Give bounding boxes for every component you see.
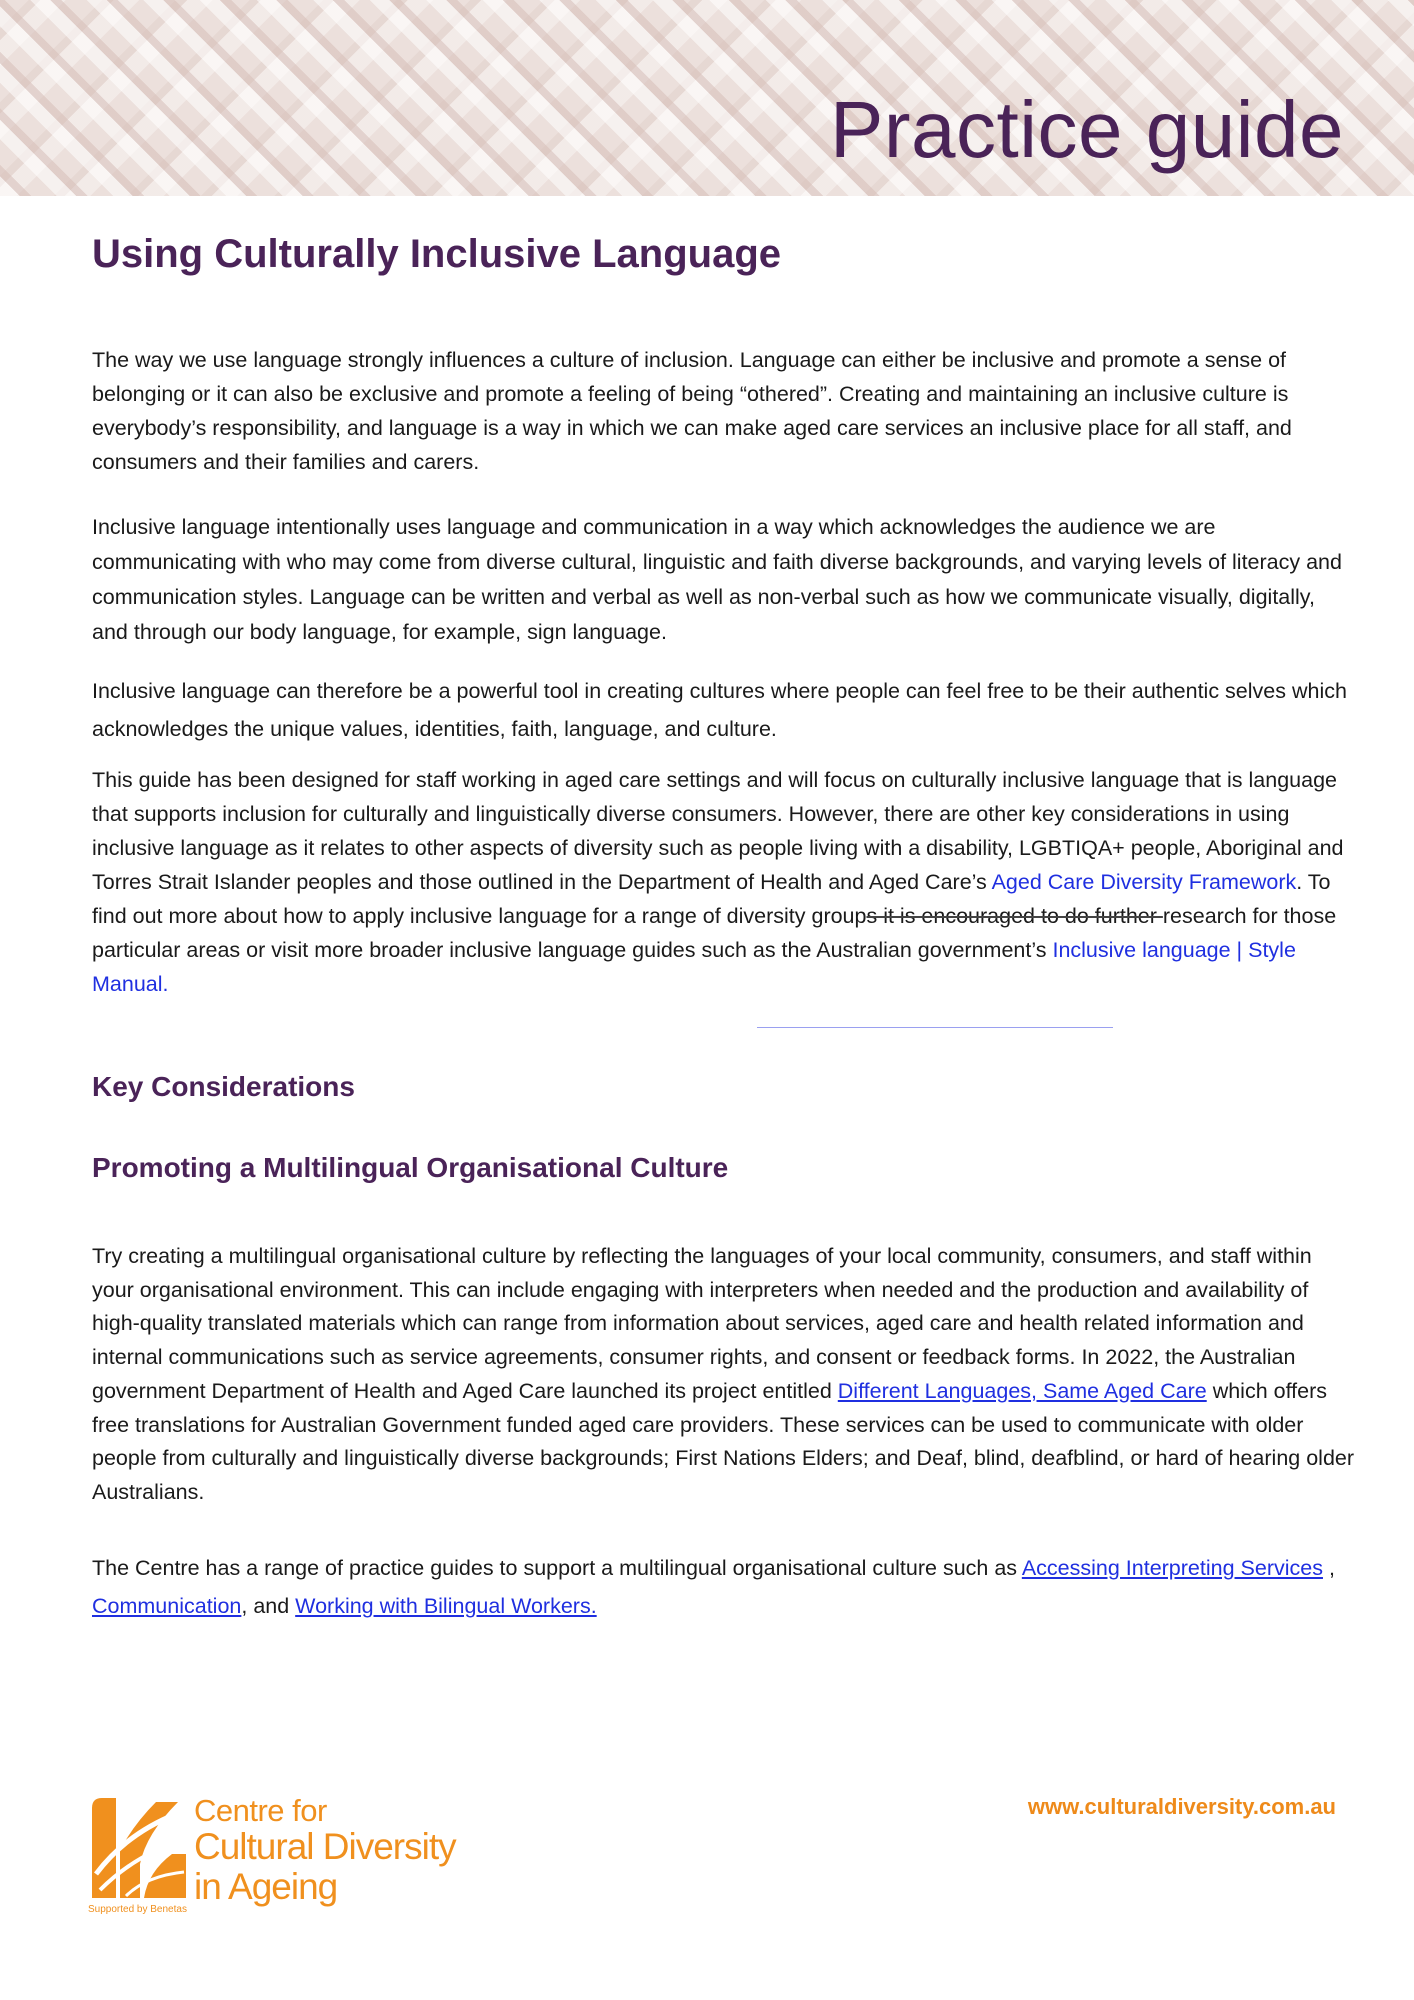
- link-underline-rule: [757, 1027, 1113, 1028]
- multilingual-text-a: Try creating a multilingual organisational culture by reflecting the languages of your local community, consumers, and staff within your organisational environment. This can include engaging with interpreters when needed and the production and availability of high-quality translated materials which can range from information about services, aged care and health related information and internal communications such as service agreements, consumer rights, and consent or feedback forms. In 2022, the Australian government Department of Health and Aged Care launched its project entitled: [92, 1244, 1312, 1403]
- practice-guides-text: The Centre has a range of practice guides to support a multilingual organisational culture such as: [92, 1556, 1022, 1580]
- scope-end-period: .: [162, 972, 169, 996]
- scope-paragraph: [92, 763, 1354, 1001]
- logo-tagline: Supported by Benetas: [88, 1904, 187, 1915]
- separator-2: , and: [241, 1594, 296, 1618]
- aged-care-diversity-framework-link[interactable]: Aged Care Diversity Framework: [991, 870, 1297, 894]
- multilingual-paragraph: [92, 1240, 1354, 1510]
- intro-paragraph: The way we use language strongly influences a culture of inclusion. Language can either be inclusive and promote a sense of belonging or it can also be exclusive and promote a feeling of being “othered”. Creating and maintaining an inclusive culture is everybody’s responsibility, and language is a way in which we can make aged care services an inclusive place for all staff, and consumers and their families and carers.: [92, 348, 1292, 474]
- website-link[interactable]: www.culturaldiversity.com.au: [1027, 1794, 1336, 1819]
- bilingual-workers-link[interactable]: Working with Bilingual Workers.: [295, 1594, 597, 1618]
- header-banner: [0, 0, 1414, 196]
- logo-line-1: Centre for: [194, 1793, 327, 1828]
- separator-1: ,: [1322, 1556, 1335, 1580]
- practice-guides-paragraph: [92, 1549, 1354, 1625]
- logo-line-3: in Ageing: [194, 1866, 338, 1907]
- ccda-logo: [86, 1794, 486, 1924]
- multilingual-text-b: which offers free translations for Australian Government funded aged care providers. These services can be used to communicate with older people from culturally and linguistically diverse backgrounds; First Nations Elders; and Deaf, blind, deafblind, or hard of hearing older Australians.: [92, 1378, 1355, 1504]
- key-considerations-heading: Key Considerations: [92, 1071, 355, 1102]
- logo-wordmark: [194, 1794, 456, 1907]
- scope-text-a: This guide has been designed for staff working in aged care settings and will focus on culturally inclusive language that is language that supports inclusion for culturally and linguistically diverse consumers. However, there are other key considerations in using inclusive language as it relates to other aspects of diversity such as people living with a disability, LGBTIQA+ people, Aboriginal and Torres Strait Islander peoples and those outlined in the Department of Health and Aged Care’s: [92, 768, 1344, 894]
- accessing-interpreting-services-link[interactable]: Accessing Interpreting Services: [1021, 1556, 1323, 1580]
- different-languages-link[interactable]: Different Languages, Same Aged Care: [837, 1378, 1207, 1403]
- logo-line-2: Cultural Diversity: [194, 1826, 456, 1867]
- page-title: Using Culturally Inclusive Language: [92, 232, 782, 276]
- header-title: Practice guide: [830, 85, 1344, 174]
- communication-link[interactable]: Communication: [92, 1594, 242, 1618]
- ccda-emblem-icon: [86, 1794, 190, 1902]
- style-manual-link[interactable]: Inclusive language | Style Manual: [92, 938, 1296, 996]
- multilingual-culture-heading: Promoting a Multilingual Organisational Culture: [92, 1152, 729, 1183]
- scope-text-c: research for those particular areas or visit more broader inclusive language guides such as the Australian government’s: [92, 904, 1337, 962]
- benefit-paragraph: Inclusive language can therefore be a powerful tool in creating cultures where people can feel free to be their authentic selves which acknowledges the unique values, identities, faith, language, and culture.: [92, 679, 1347, 741]
- scope-struck-text: s it is encouraged to do further: [866, 904, 1163, 928]
- scope-text-b: . To find out more about how to apply inclusive language for a range of diversity group: [92, 870, 1331, 928]
- definition-paragraph: Inclusive language intentionally uses language and communication in a way which acknowledges the audience we are communicating with who may come from diverse cultural, linguistic and faith diverse backgrounds, and varying levels of literacy and communication styles. Language can be written and verbal as well as non-verbal such as how we communicate visually, digitally, and through our body language, for example, sign language.: [92, 515, 1342, 644]
